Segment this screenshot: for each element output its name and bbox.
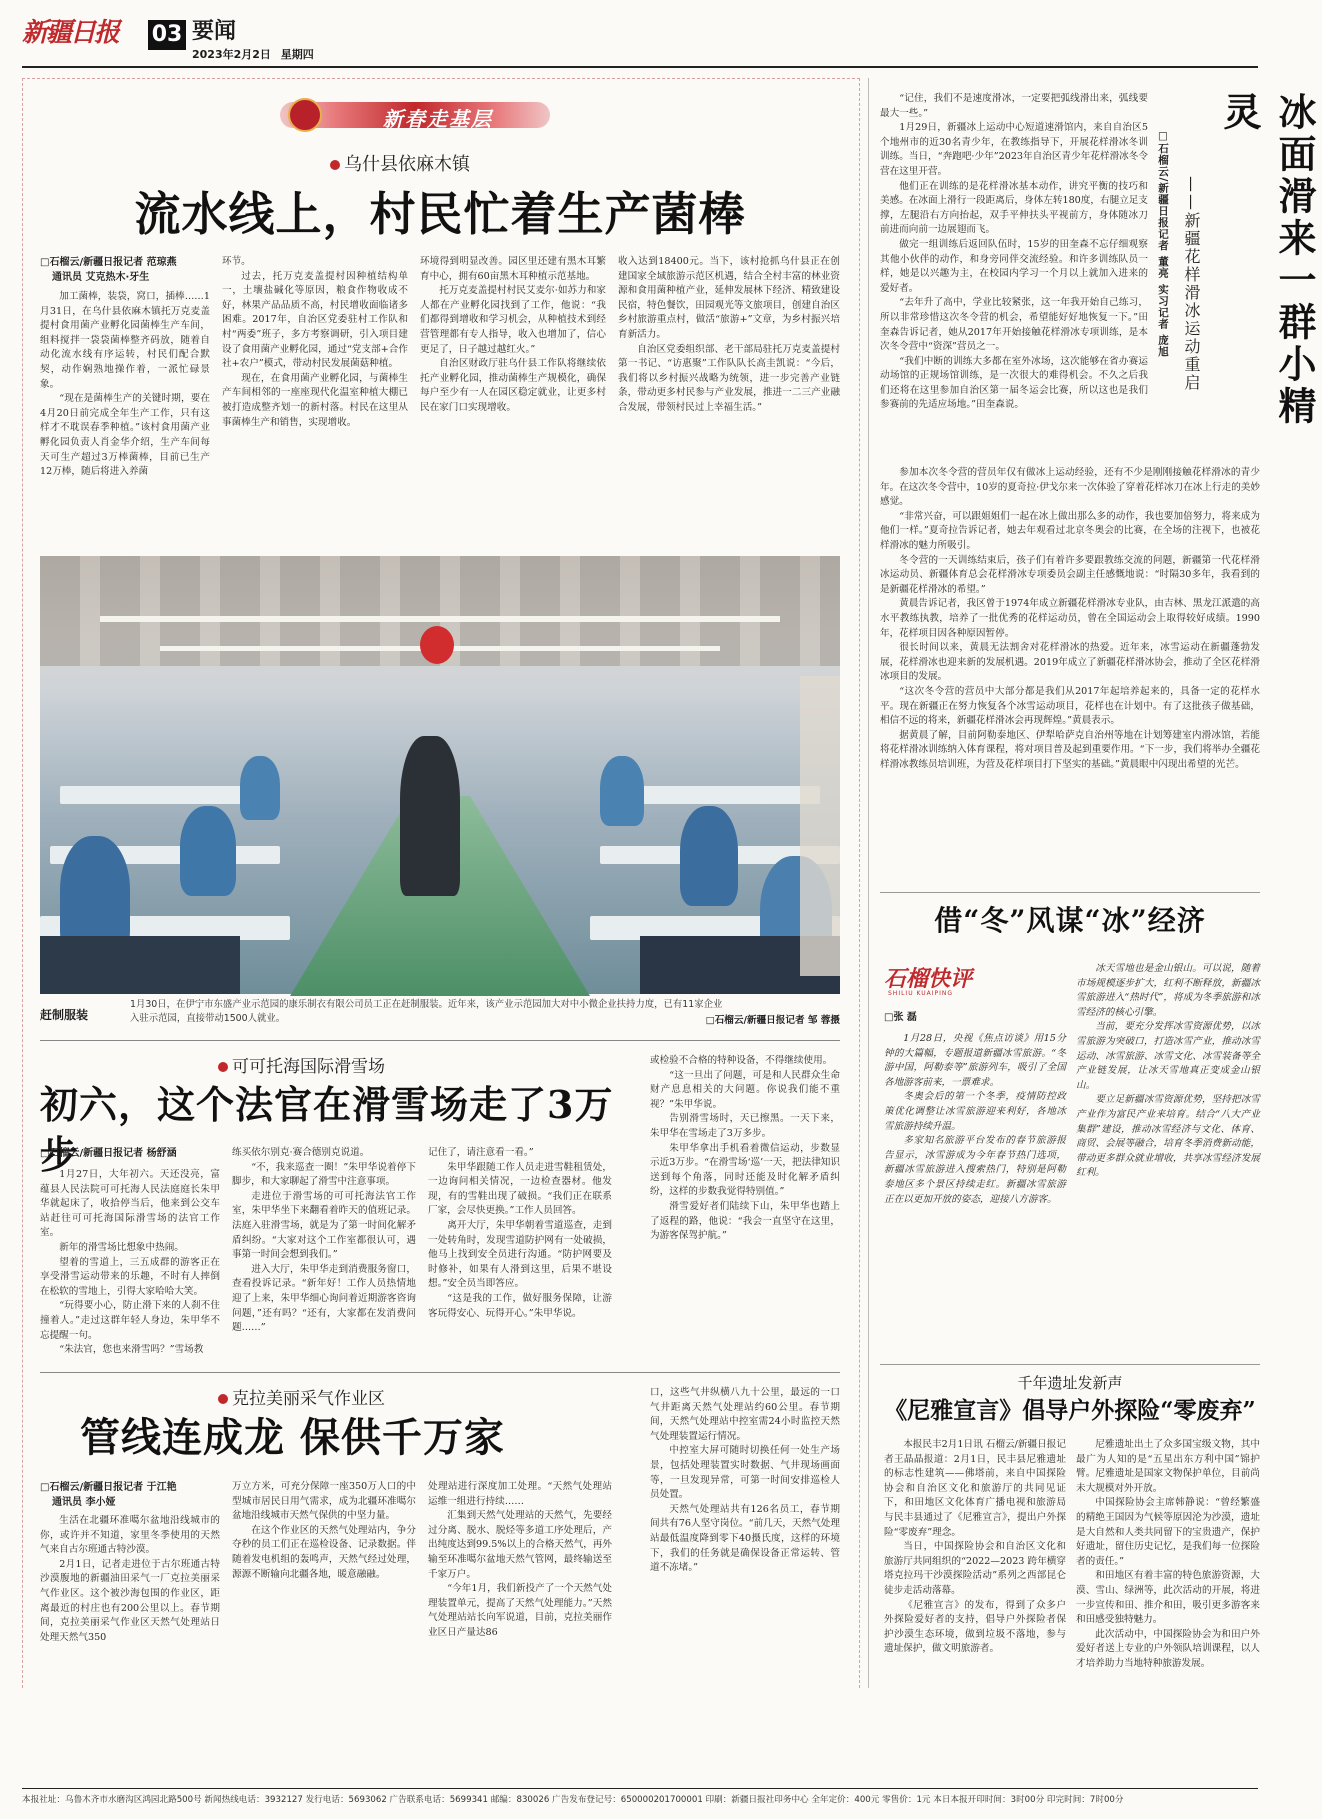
story3-col3 bbox=[428, 1480, 612, 1686]
commentary-headline: 借“冬”风谋“冰”经济 bbox=[934, 904, 1206, 937]
story1-col2 bbox=[222, 255, 408, 545]
paragraph: 本报民丰2月1日讯 石榴云/新疆日报记者王晶晶报道：2月1日，民丰县尼雅遗址的标志性建筑——佛塔前，来自中国探险协会和自治区文化和旅游厅的共同见证下，和田地区文化体育广播电视和旅游局与民丰县通过了《尼雅宣言》，提出户外探险“零废弃”理念。 bbox=[884, 1439, 1066, 1538]
rt-body-lower bbox=[880, 466, 1260, 862]
paragraph: 自治区财政厅驻乌什县工作队将继续依托产业孵化园，推动菌棒生产规模化，确保每户至少有一人在园区稳定就业，让更多村民在家门口实现增收。 bbox=[420, 358, 606, 413]
paragraph: 加工菌棒，装袋，窝口，插棒……1月31日，在乌什县依麻木镇托万克麦盖提村食用菌产业孵化园菌棒生产车间，组料搅拌一袋袋菌棒整齐码放，随着自动化流水线有序运转，村民们配合默契，动作娴熟地操作着，一派忙碌景象。 bbox=[40, 291, 210, 390]
commentary-logo bbox=[884, 962, 1016, 1002]
paragraph: 1月29日，新疆冰上运动中心短道速滑馆内，来自自治区5个地州市的近30名青少年，在教练指导下，开展花样滑冰冬训训练。当日，“奔跑吧·少年”2023年自治区青少年花样滑冰冬令营在这里开营。 bbox=[880, 122, 1148, 177]
photo-caption: 1月30日，在伊宁市东盛产业示范园的康乐制衣有限公司员工正在赶制服装。近年来，该产业示范园加大对中小微企业扶持力度，已有11家企业入驻示范园，直接带动1500人就业。 bbox=[130, 999, 723, 1024]
story1-headline: 流水线上，村民忙着生产菌棒 bbox=[134, 187, 746, 241]
column-divider bbox=[868, 78, 869, 1688]
story3-byline bbox=[40, 1480, 220, 1510]
story5-col2 bbox=[1076, 1438, 1260, 1688]
paragraph: 进入大厅，朱甲华走到消费服务窗口，查看投诉记录。“新年好！工作人员热情地迎了上来，朱甲华细心询问着近期游客咨询问题，”还有吗？“还有，大家都在发消费问题……” bbox=[232, 1263, 416, 1334]
paragraph: 多家知名旅游平台发布的春节旅游报告显示，冰雪游成为今年春节热门选项，新疆冰雪旅游进入搜索热门，特别是阿勒泰地区多个景区持续走红。新疆冰雪旅游正在以更加开放的姿态，迎接八方游客。 bbox=[884, 1135, 1066, 1205]
footer-rule bbox=[22, 1788, 1258, 1789]
story2-location bbox=[218, 1052, 385, 1077]
paragraph: 1月28日，央视《焦点访谈》用15分钟的大篇幅，专题报道新疆冰雪旅游。“冬游中国，阿勒泰等”旅游列车，吸引了全国各地游客前来，一票难求。 bbox=[884, 1033, 1066, 1088]
paragraph: 望着的雪道上，三五成群的游客正在享受滑雪运动带来的乐趣，不时有人摔倒在松软的雪地上，引得大家哈哈大笑。 bbox=[40, 1256, 220, 1297]
paragraph: “不，我来巡查一圈！”朱甲华说着停下脚步，和大家聊起了滑雪中注意事项。 bbox=[232, 1161, 416, 1188]
paragraph: “我们中断的训练大多都在室外冰场，这次能够在省办赛运动场馆的正规场馆训练，是一次很大的难得机会。不久之后我们还将在这里参加自治区第一届冬运会比赛，所以这也是我们参赛前的先适应场地。”田奎森说。 bbox=[880, 355, 1148, 411]
commentary-logo-sub: SHILIU KUAIPING bbox=[888, 990, 954, 997]
story5-headline: 《尼雅宣言》倡导户外探险“零废弃” bbox=[884, 1397, 1256, 1424]
paragraph: 走进位于滑雪场的可可托海法官工作室，朱甲华坐下来翻看着昨天的值班记录。法庭入驻滑雪场，就是为了第一时间化解矛盾纠纷。“大家对这个工作室都很认可，遇事第一时间会想到我们。” bbox=[232, 1190, 416, 1261]
story2-col1 bbox=[40, 1168, 220, 1366]
rt-headline-text: 冰面滑来一群小精灵 bbox=[1217, 92, 1317, 428]
paragraph: 朱甲华拿出手机看着微信运动，步数显示近3万步。“在滑雪场‘巡’一天，把法律知识送到每个角落，同时还能及时化解矛盾纠纷，这样的步数我觉得特别值。” bbox=[650, 1142, 840, 1198]
worker bbox=[180, 806, 236, 896]
story1-byline bbox=[40, 255, 210, 285]
paragraph: 中控室大屏可随时切换任何一处生产场景，包括处理装置实时数据、气井现场画面等，一旦发现异常，可第一时间安排巡检人员处置。 bbox=[650, 1445, 840, 1501]
rt-subhead-text: ——新疆花样滑冰运动重启 bbox=[1182, 176, 1201, 392]
story3-col2 bbox=[232, 1480, 416, 1686]
story2-col4 bbox=[650, 1054, 840, 1366]
masthead-logo: 新疆日报 bbox=[22, 18, 119, 48]
paragraph: 当前，要充分发挥冰雪资源优势，以冰雪旅游为突破口，打造冰雪产业，推动冰雪运动、冰雪旅游、冰雪文化、冰雪装备等全产业链发展，让冰天雪地真正变成金山银山。 bbox=[1076, 1021, 1260, 1091]
paragraph: 当日，中国探险协会和自治区文化和旅游厅共同组织的“2022—2023 跨年横穿塔克拉玛干沙漠探险活动”系列之西部昆仑徒步走活动落幕。 bbox=[884, 1541, 1066, 1596]
date-text: 2023年2月2日 bbox=[192, 48, 271, 61]
paragraph: 告别滑雪场时，天已擦黑。一天下来，朱甲华在雪场走了3万多步。 bbox=[650, 1113, 840, 1139]
worker bbox=[400, 736, 460, 896]
story3-correspondent: 通讯员 李小娅 bbox=[52, 1497, 116, 1508]
worker bbox=[680, 806, 738, 906]
paragraph: 收入达到18400元。当下，该村抢抓乌什县正在创建国家全域旅游示范区机遇，结合全村丰富的林业资源和食用菌种植产业，延伸发展林下经济、精致建设民宿，特色餐饮，田园观光等文旅项目，创建自治区乡村旅游重点村，做活“旅游+”文章，为乡村振兴培育新活力。 bbox=[618, 256, 840, 340]
story5-kicker: 千年遗址发新声 bbox=[1017, 1374, 1123, 1392]
rt-headline bbox=[1212, 92, 1317, 462]
paragraph: 中国探险协会主席韩静说：“曾经繁盛的精绝王国因为气候等原因沦为沙漠，遗址是大自然和人类共同留下的宝贵遗产，保护好遗址，留住历史记忆，是我们每一位探险者的责任。” bbox=[1076, 1497, 1260, 1567]
paragraph: “这次冬令营的营员中大部分都是我们从2017年起培养起来的，具备一定的花样水平。现在新疆正在努力恢复各个冰雪运动项目，花样也在计划中。有了这批孩子做基础，相信不远的将来，新疆花样滑冰会再现辉煌。”黄晨表示。 bbox=[880, 685, 1260, 727]
location-pin-icon bbox=[330, 160, 340, 170]
paragraph: 朱甲华跟随工作人员走进雪鞋租赁处，一边询问相关情况，一边检查器材。他发现，有的雪鞋出现了破损。“我们正在联系厂家，会尽快更换。”工作人员回答。 bbox=[428, 1161, 612, 1217]
banner-text: 新春走基层 bbox=[383, 107, 493, 131]
commentary-col1 bbox=[884, 1032, 1066, 1350]
story3-reporter: □石榴云/新疆日报记者 于江艳 bbox=[40, 1482, 177, 1493]
paragraph: 黄晨告诉记者，我区曾于1974年成立新疆花样滑冰专业队，由吉林、黑龙江派遣的高水平教练执教，培养了一批优秀的花样运动员，曾在全国运动会上取得较好成绩。1990年，花样项目因各种原因暂停。 bbox=[880, 598, 1260, 639]
paragraph: 此次活动中，中国探险协会为和田户外爱好者送上专业的户外领队培训课程，以人才培养助力当地特种旅游发展。 bbox=[1076, 1628, 1260, 1669]
story2-location-text: 可可托海国际滑雪场 bbox=[232, 1057, 385, 1077]
paragraph: 尼雅遗址出土了众多国宝级文物，其中最广为人知的是“五星出东方利中国”锦护臂。尼雅遗址是国家文物保护单位，目前尚未大规模对外开放。 bbox=[1076, 1439, 1260, 1494]
rt-byline-text: □石榴云/新疆日报记者 董亮 实习记者 庞旭 bbox=[1157, 130, 1169, 358]
section-name: 要闻 bbox=[192, 19, 237, 44]
paragraph: 万立方米，可充分保障一座350万人口的中型城市居民日用气需求，成为北疆环准噶尔盆地沿线城市天然气保供的中坚力量。 bbox=[232, 1481, 416, 1522]
story3-location bbox=[218, 1384, 385, 1409]
rt-body-upper bbox=[880, 92, 1148, 462]
paragraph: 《尼雅宣言》的发布，得到了众多户外探险爱好者的支持，倡导户外探险者保护沙漠生态环境，做到垃圾不落地，参与遗址保护，做文明旅游者。 bbox=[884, 1599, 1066, 1655]
worker bbox=[240, 756, 280, 820]
divider bbox=[880, 1364, 1260, 1365]
paragraph: 滑雪爱好者们陆续下山，朱甲华也踏上了返程的路，他说：“我会一直坚守在这里，为游客保驾护航。” bbox=[650, 1200, 840, 1242]
story1-correspondent: 通讯员 艾克热木·牙生 bbox=[52, 272, 150, 283]
fabric-pile bbox=[40, 936, 240, 994]
paragraph: 冬令营的一天训练结束后，孩子们有着许多要跟教练交流的问题，新疆第一代花样滑冰运动员、新疆体育总会花样滑冰专项委员会副主任感慨地说：“时隔30多年，我看到的是新疆花样滑冰的希望。” bbox=[880, 554, 1260, 595]
photo-tag: 赶制服装 bbox=[40, 1008, 89, 1022]
worker bbox=[600, 756, 644, 826]
story1-location bbox=[330, 150, 470, 176]
lantern-icon bbox=[420, 626, 454, 664]
story1-col1 bbox=[40, 290, 210, 546]
photo-caption-bar bbox=[40, 998, 840, 1034]
paragraph: “记住，我们不是速度滑冰，一定要把弧线滑出来，弧线要最大一些。” bbox=[880, 93, 1148, 119]
paragraph: 口，这些气井纵横八九十公里，最远的一口气井距离天然气处理站约60公里。春节期间，天然气处理站中控室需24小时监控天然气处理装置运行情况。 bbox=[650, 1387, 840, 1442]
paragraph: 处理站进行深度加工处理。“天然气处理站运维一组进行持续…… bbox=[428, 1481, 612, 1507]
paragraph: “非常兴奋，可以跟姐姐们一起在冰上做出那么多的动作，我也要加倍努力，将来成为他们一样。”夏奇拉告诉记者，她去年观看过北京冬奥会的比赛，在全场的注视下，也被花样滑冰的魅力所吸引。 bbox=[880, 510, 1260, 551]
story3-headline: 管线连成龙 保供千万家 bbox=[80, 1414, 505, 1461]
lantern-icon bbox=[288, 98, 322, 132]
paragraph: 记住了，请注意看一看。” bbox=[428, 1147, 534, 1158]
paragraph: 要立足新疆冰雪资源优势，坚持把冰雪产业作为富民产业来培育。结合“八大产业集群”建设，推动冰雪经济与文化、体育、商贸、会展等融合，培育冬季消费新动能，带动更多群众就业增收，共享冰雪经济发展红利。 bbox=[1076, 1094, 1260, 1179]
divider bbox=[40, 1040, 840, 1041]
paragraph: 过去，托万克麦盖提村因种植结构单一，土壤盐碱化等原因，粮食作物收成不好，林果产品品质不高，村民增收面临诸多困难。2017年，自治区党委驻村工作队和村“两委”班子，多方考察调研，引入项目建设了食用菌产业孵化园，通过“党支部+合作社+农户”模式，带动村民发展菌菇种植。 bbox=[222, 270, 408, 370]
weekday-text: 星期四 bbox=[280, 48, 314, 61]
divider bbox=[40, 1372, 840, 1373]
commentary-byline: □张 磊 bbox=[884, 1012, 917, 1023]
masthead bbox=[22, 12, 1262, 74]
paragraph: “朱法官，您也来滑雪吗？”雪场教 bbox=[59, 1344, 204, 1356]
story2-byline: □石榴云/新疆日报记者 杨舒涵 bbox=[40, 1148, 177, 1159]
paragraph: 他们正在训练的是花样滑冰基本动作，讲究平衡的技巧和美感。在冰面上滑行一段距离后，身体左转180度，右腿立足支撑，左腿沿右方向抬起，双手平伸扶头平视前方，身体随冰刀前进而向前一边展翅而飞。 bbox=[880, 180, 1148, 236]
story1-col4 bbox=[618, 255, 840, 545]
paragraph: 托万克麦盖提村村民艾麦尔·如苏力和家人都在产业孵化园找到了工作，他说：“我们都得到增收和学习机会，从种植技术到经营管理都有专人指导，收入也增加了，信心更足了，日子越过越红火。” bbox=[420, 285, 606, 355]
paragraph: 新年的滑雪场比想象中热闹。 bbox=[59, 1241, 184, 1253]
paragraph: 生活在北疆环准噶尔盆地沿线城市的你，或许并不知道，家里冬季使用的天然气来自古尔班通古特沙漠。 bbox=[40, 1515, 220, 1556]
paragraph: 做完一组训练后返回队伍时，15岁的田奎森不忘仔细观察其他小伙伴的动作，和身旁同伴交流经验。和许多训练队员一样，她是以兴趣为主，在校园内学习一个月以上就加入进来的爱好者。 bbox=[880, 238, 1148, 294]
story1-col3 bbox=[420, 255, 606, 545]
story2-col2 bbox=[232, 1146, 416, 1366]
paragraph: “玩得要小心，防止滑下来的人刹不住撞着人。”走过这群年轻人身边，朱甲华不忘提醒一句。 bbox=[40, 1300, 220, 1341]
paragraph: 据黄晨了解，目前阿勒泰地区、伊犁哈萨克自治州等地在计划筹建室内滑冰馆，若能将花样滑冰训练纳入体育课程，将对项目普及起到重要作用。“下一步，我们将举办全疆花样滑冰教练员培训班，为营及花样项目打下坚实的基础。”黄晨眼中闪现出希望的光芒。 bbox=[880, 729, 1260, 770]
paragraph: 1月27日，大年初六。天还没亮，富蕴县人民法院可可托海人民法庭庭长朱甲华就起床了，收拾停当后，他来到公交车站赶往可可托海国际滑雪场的法官工作室。 bbox=[40, 1169, 220, 1239]
paragraph: 参加本次冬令营的营员年仅有做冰上运动经验，还有不少是刚刚接触花样滑冰的青少年。在这次冬令营中，10岁的夏奇拉·伊戈尔来一次体验了穿着花样冰刀在冰上行走的美妙感觉。 bbox=[880, 467, 1260, 508]
paragraph: 天然气处理站共有126名员工，春节期间共有76人坚守岗位。“前几天，天然气处理站最低温度降到零下40摄氏度，这样的环境下，我们的任务就是确保设备正常运转、管道不冻堵。” bbox=[650, 1503, 840, 1574]
story3-location-text: 克拉美丽采气作业区 bbox=[232, 1389, 385, 1409]
location-pin-icon bbox=[218, 1394, 228, 1404]
divider bbox=[880, 892, 1260, 893]
paragraph: 环节。 bbox=[222, 256, 251, 267]
paragraph: 练买依尔别克·赛合德别克说道。 bbox=[232, 1147, 370, 1158]
paragraph: 汇集到天然气处理站的天然气，先要经过分离、脱水、脱烃等多道工序处理后，产出纯度达到99.5%以上的合格天然气，再外输至环准噶尔盆地天然气管网，最终输送至千家万户。 bbox=[428, 1510, 612, 1580]
commentary-col2 bbox=[1076, 962, 1260, 1350]
paragraph: “今年1月，我们新投产了一个天然气处理装置单元，提高了天然气处理能力。”天然气处理站站长向军说道，目前，克拉美丽作业区日产量达86 bbox=[428, 1583, 612, 1638]
location-pin-icon bbox=[218, 1062, 228, 1072]
paragraph: 现在，在食用菌产业孵化园，与菌棒生产车间相邻的一座座现代化温室种植大棚已被打造成整齐划一的新村落。村民在这里从事菌棒生产和销售，实现增收。 bbox=[222, 372, 408, 428]
paragraph: “这是我的工作，做好服务保障，让游客玩得安心、玩得开心。”朱甲华说。 bbox=[428, 1292, 612, 1319]
paragraph: 冬奥会后的第一个冬季，疫情防控政策优化调整让冰雪旅游迎来利好，各地冰雪旅游持续升温。 bbox=[884, 1091, 1066, 1132]
light-strip bbox=[100, 616, 780, 622]
factory-photo bbox=[40, 556, 840, 994]
paragraph: 很长时间以来，黄晨无法割舍对花样滑冰的热爱。近年来，冰雪运动在新疆蓬勃发展，花样滑冰也迎来新的发展机遇。2019年成立了新疆花样滑冰协会，推动了全区花样滑冰项目的发展。 bbox=[880, 642, 1260, 683]
paragraph: 或检验不合格的特种设备，不得继续使用。 bbox=[650, 1055, 833, 1066]
paragraph: 环境得到明显改善。园区里还建有黑木耳繁育中心，拥有60亩黑木耳种植示范基地。 bbox=[420, 256, 606, 282]
paragraph: 自治区党委组织部、老干部局驻托万克麦盖提村第一书记、“访惠聚”工作队队长高圭凯说：“今后，我们将以乡村振兴战略为统领，进一步完善产业链条，带动更多村民参与产业发展，推进一二三产业融合发展，带领村民过上幸福生活。” bbox=[618, 343, 840, 413]
paragraph: 冰天雪地也是金山银山。可以说，随着市场规模逐步扩大，红利不断释放，新疆冰雪旅游进入“热时代”，将成为冬季旅游和冰雪经济的核心引擎。 bbox=[1076, 963, 1260, 1018]
photo-credit: □石榴云/新疆日报记者 邹 蓉摄 bbox=[705, 1015, 840, 1026]
paragraph: “去年升了高中，学业比较紧张，这一年我开始自己练习，所以非常珍惜这次冬令营的机会，希望能好好地恢复一下。”田奎森告诉记者，她从2017年开始接触花样滑冰专项训练，是本次冬令营中“资深”营员之一。 bbox=[880, 297, 1148, 353]
paragraph: 2月1日，记者走进位于古尔班通古特沙漠腹地的新疆油田采气一厂克拉美丽采气作业区。这个被沙海包围的作业区，距离最近的村庄也有200公里以上。春节期间，克拉美丽采气作业区天然气处理站日处理天然气350 bbox=[40, 1558, 220, 1643]
story1-location-text: 乌什县依麻木镇 bbox=[344, 154, 470, 175]
page-number: 03 bbox=[148, 20, 186, 50]
banner bbox=[280, 98, 550, 132]
paragraph: 在这个作业区的天然气处理站内，争分夺秒的员工们正在巡检设备、记录数据。伴随着发电机组的轰鸣声，天然气经过处理，源源不断输向北疆各地，暖意融融。 bbox=[232, 1524, 416, 1580]
commentary-logo-text: 石榴快评 bbox=[884, 967, 973, 992]
footer-info: 本报社址：乌鲁木齐市水磨沟区鸿园北路500号 新闻热线电话：3932127 发行电话：5693062 广告联系电话：5699341 邮编：830026 广告发布登记号：650000201700001 印刷：新疆日报社印务中心 全年定价：400元 零售价：1元 本日本报开印时间：3时00分 印完时间：7时00分 bbox=[22, 1795, 1124, 1805]
rt-byline bbox=[1156, 130, 1176, 450]
story5-col1 bbox=[884, 1438, 1066, 1688]
story2-col3 bbox=[428, 1146, 612, 1366]
photo-wall bbox=[800, 676, 840, 976]
story3-col1 bbox=[40, 1514, 220, 1686]
story1-reporter: □石榴云/新疆日报记者 范琼燕 bbox=[40, 257, 177, 268]
paragraph: 和田地区有着丰富的特色旅游资源，大漠、雪山、绿洲等，此次活动的开展，将进一步宣传和田、推介和田，吸引更多游客来和田感受独特魅力。 bbox=[1076, 1570, 1260, 1626]
story3-col4 bbox=[650, 1386, 840, 1686]
masthead-rule bbox=[22, 66, 1258, 68]
story2-headline: 初六，这个法官在滑雪场走了3万步 bbox=[40, 1082, 614, 1177]
paragraph: 离开大厅，朱甲华朝着雪道巡查，走到一处转角时，发现雪道防护网有一处破损，他马上找到安全员进行沟通。“防护网要及时修补，如果有人滑到这里，后果不堪设想。”安全员当即答应。 bbox=[428, 1219, 612, 1290]
issue-date bbox=[192, 46, 314, 62]
paragraph: “这一旦出了问题，可是和人民群众生命财产息息相关的大问题。你说我们能不重视？”朱甲华说。 bbox=[650, 1069, 840, 1110]
paragraph: “现在是菌棒生产的关键时期，要在4月20日前完成全年生产工作，只有这样才不耽误春季种植。”该村食用菌产业孵化园负责人肖金华介绍，生产车间每天可生产超过3万棒菌棒，目前已生产12万棒，随后将进入养菌 bbox=[40, 393, 210, 478]
rt-subhead bbox=[1180, 176, 1208, 436]
